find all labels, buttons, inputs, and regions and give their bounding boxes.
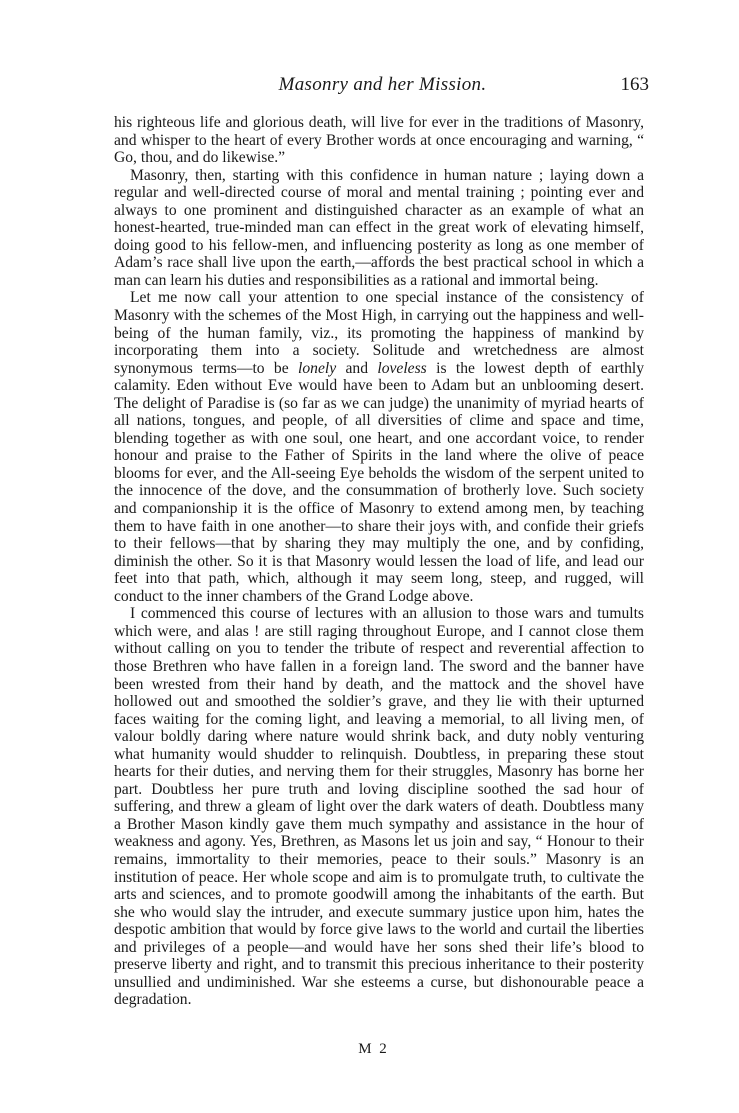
signature-mark: M 2	[358, 1041, 389, 1057]
paragraph: his righteous life and glorious death, will live for ever in the traditions of Masonry, and whisper to the heart of every Brother words at once encouraging and warning, “ Go, thou, and do likewise.”	[114, 114, 644, 167]
page-header	[116, 74, 649, 102]
paragraph-text: is the lowest depth of earthly calamity. Eden without Eve would have been to Adam but an unblooming desert. The delight of Paradise is (so far as we can judge) the unanimity of myriad hearts of all nations, tongues, and people, of all diversities of clime and space and time, blending together as with one soul, one heart, and one accordant voice, to render honour and praise to the Father of Spirits in the land where the olive of peace blooms for ever, and the All-seeing Eye beholds the wisdom of the serpent united to the innocence of the dove, and the consummation of brotherly love. Such society and companionship it is the office of Masonry to extend among men, by teaching them to have faith in one another—to share their joys with, and confide their griefs to their fellows—that by sharing they may multiply the one, and by confiding, diminish the other. So it is that Masonry would lessen the load of life, and lead our feet into that path, which, although it may seem long, steep, and rugged, will conduct to the inner chambers of the Grand Lodge above.	[114, 359, 645, 605]
paragraph-text: Let me now call your attention to one special instance of the consistency of Masonry with the schemes of the Most High, in carrying out the happiness and well-being of the human family, viz., its promoting the happiness of mankind by incorporating them into a society. Solitude and wretchedness are almost synonymous terms—to be	[114, 289, 644, 377]
paragraph: Masonry, then, starting with this confidence in human nature ; laying down a regular and well-directed course of moral and mental training ; pointing ever and always to one prominent and distinguished character as an example of what an honest-hearted, true-minded man can effect in the great work of elevating himself, doing good to his fellow-men, and influencing posterity as long as one member of Adam’s race shall live upon the earth,—affords the best practical school in which a man can learn his duties and responsibilities as a rational and immortal being.	[114, 166, 644, 289]
paragraph: I commenced this course of lectures with an allusion to those wars and tumults which were, and alas ! are still raging throughout Europe, and I cannot close them without calling on you to tender the tribute of respect and reverential affection to those Brethren who have fallen in a foreign land. The sword and the banner have been wrested from their hand by death, and the mattock and the shovel have hollowed out and smoothed the soldier’s grave, and they lie with their upturned faces waiting for the coming light, and leaving a memorial, to all living men, of valour boldly daring where nature would shrink back, and duty nobly venturing what humanity would shudder to relinquish. Doubtless, in preparing these stout hearts for their duties, and nerving them for their struggles, Masonry has borne her part. Doubtless her pure truth and loving discipline soothed the sad hour of suffering, and threw a gleam of light over the dark waters of death. Doubtless many a Brother Mason kindly gave them much sympathy and assistance in the hour of weakness and agony. Yes, Brethren, as Masons let us join and say, “ Honour to their remains, immortality to their memories, peace to their souls.” Masonry is an institution of peace. Her whole scope and aim is to promulgate truth, to cultivate the arts and sciences, and to promote goodwill among the inhabitants of the earth. But she who would slay the intruder, and execute summary justice upon him, hates the despotic ambition that would by force give laws to the world and curtail the liberties and privileges of a people—and would have her sons shed their life’s blood to preserve liberty and right, and to transmit this precious inheritance to their posterity unsullied and undiminished. War she esteems a curse, but dishonourable peace a degradation.	[114, 605, 644, 1009]
emphasis-text: loveless	[377, 359, 427, 377]
paragraph-text: and	[336, 359, 378, 377]
page-number: 163	[620, 74, 649, 95]
body-text	[114, 114, 644, 1009]
emphasis-text: lonely	[298, 359, 337, 377]
paragraph	[114, 289, 644, 605]
running-head: Masonry and her Mission.	[278, 74, 487, 95]
